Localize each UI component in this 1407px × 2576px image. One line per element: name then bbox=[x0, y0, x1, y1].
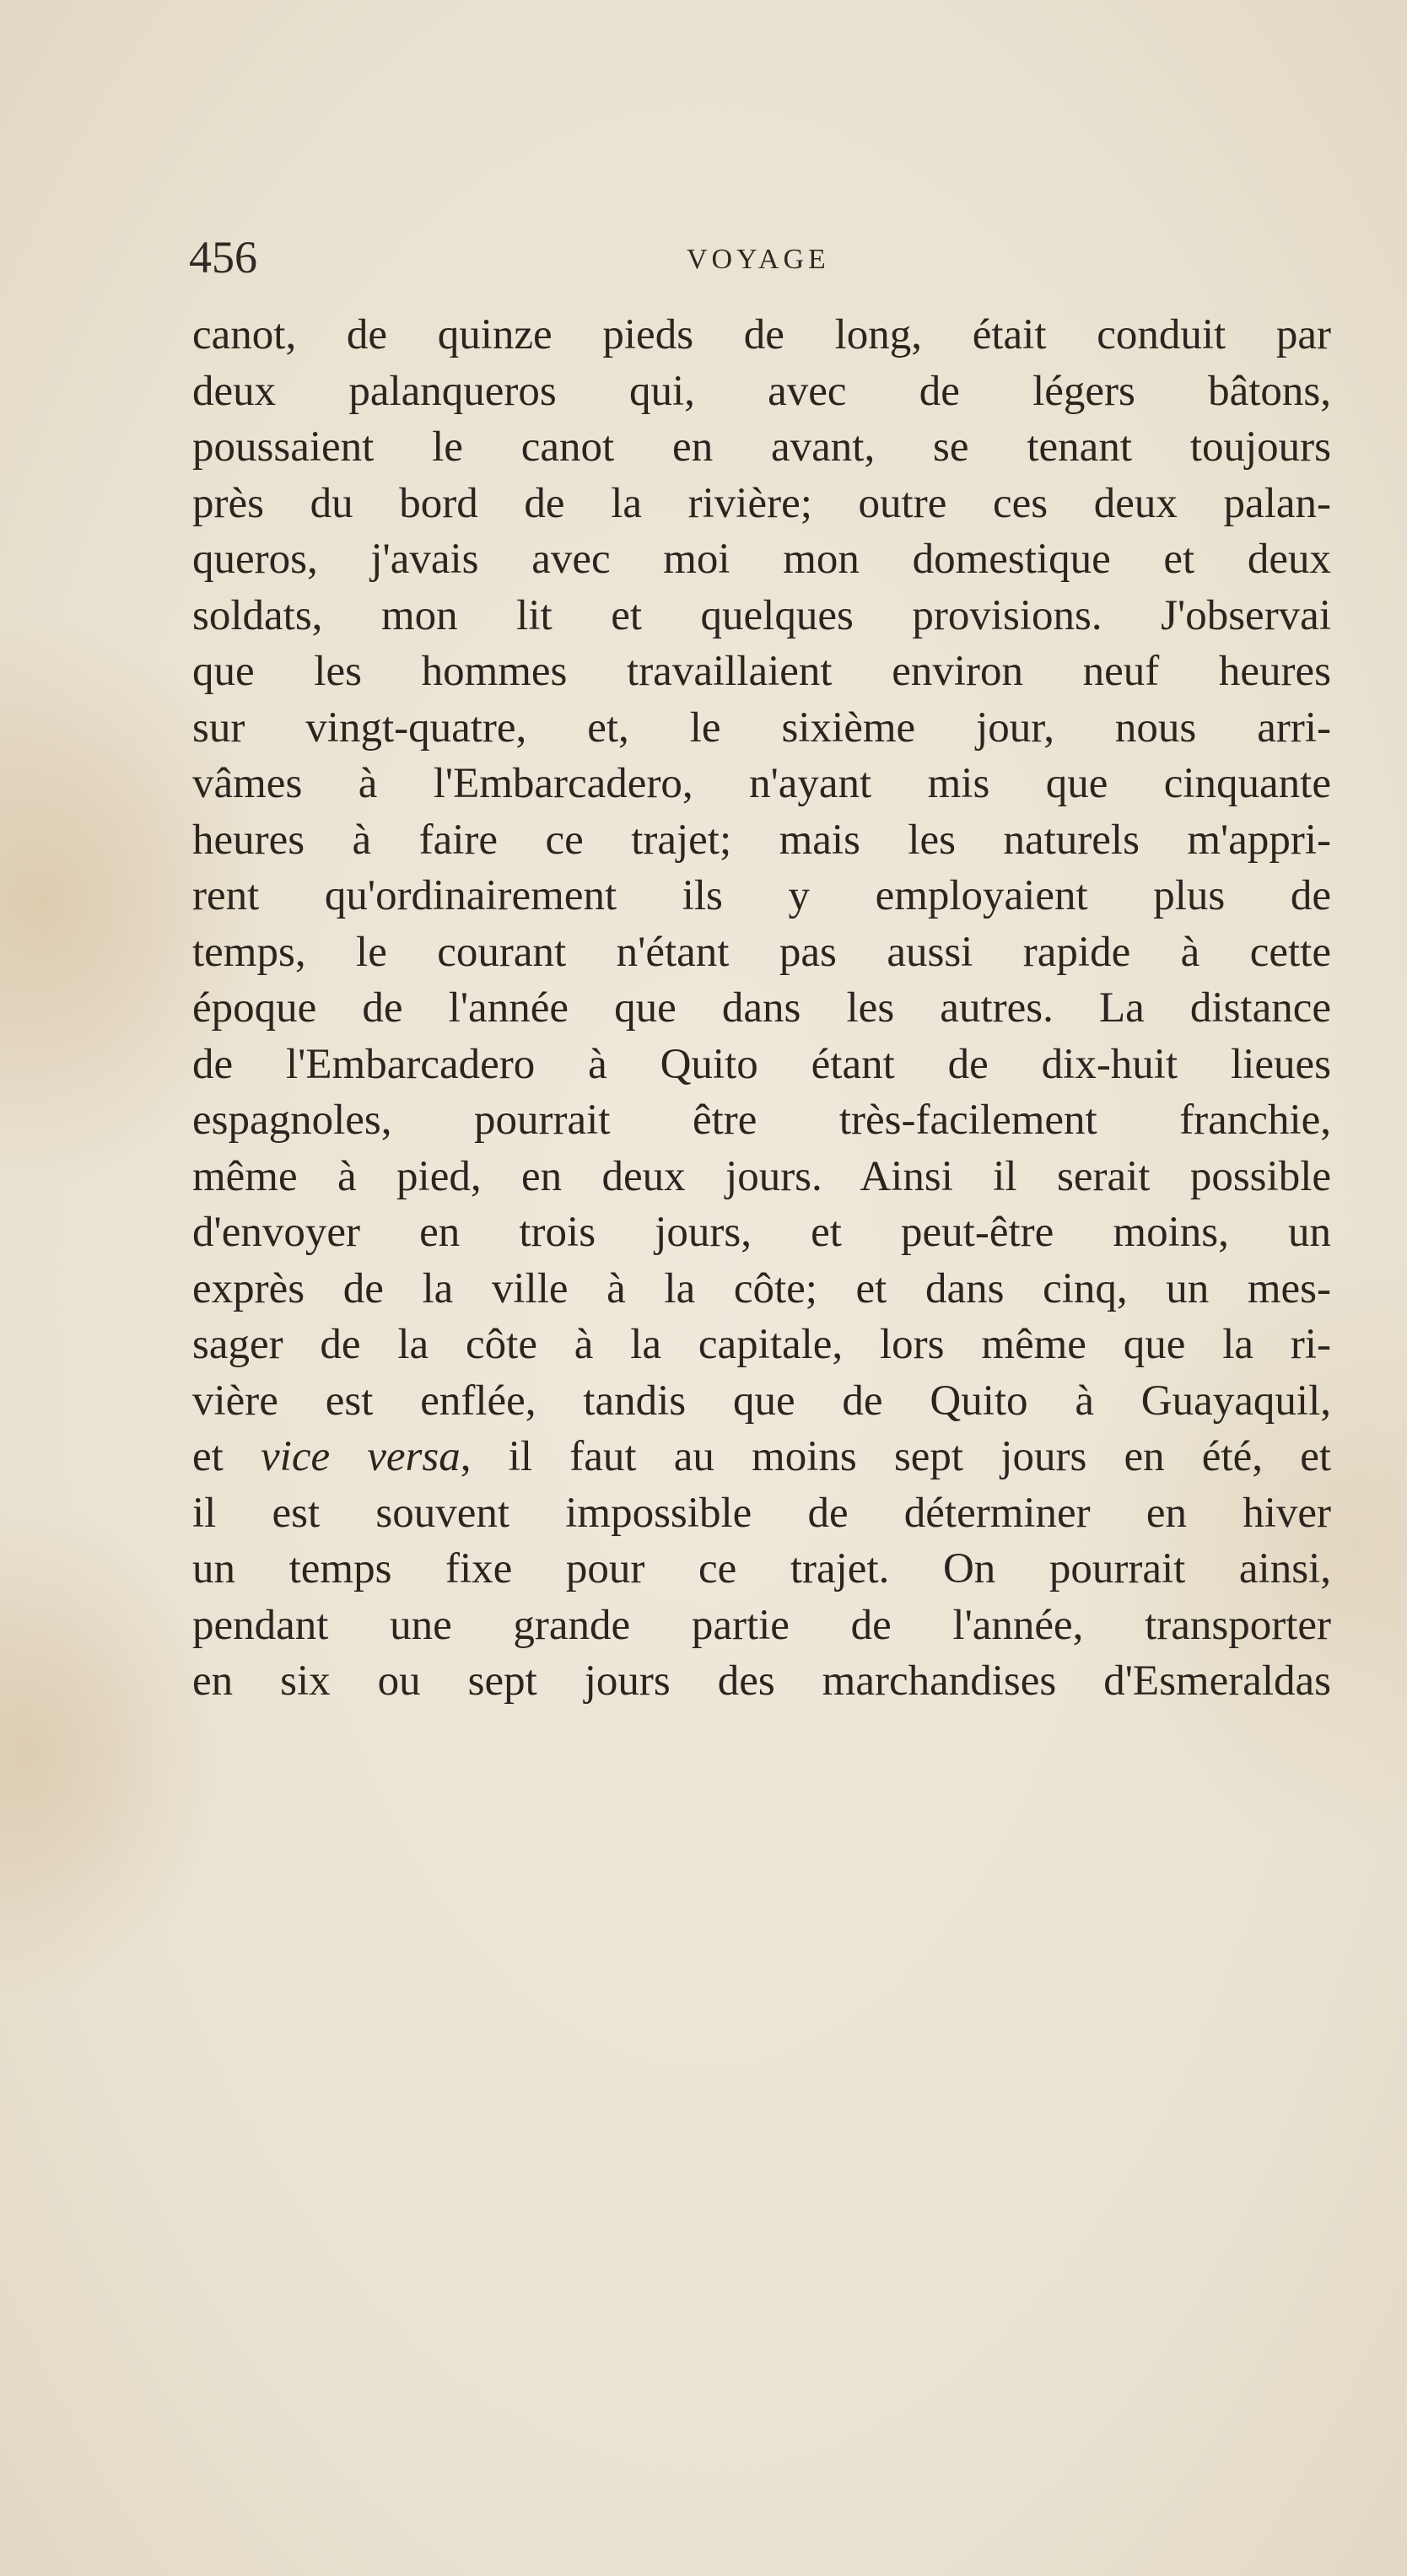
text-line: époque de l'année que dans les autres. La distance bbox=[192, 984, 1331, 1032]
text-line: vâmes à l'Embarcadero, n'ayant mis que cinquante bbox=[192, 760, 1331, 807]
text-line: espagnoles, pourrait être très-facilement franchie, bbox=[192, 1097, 1331, 1144]
page-number: 456 bbox=[189, 232, 257, 283]
text-line: vière est enflée, tandis que de Quito à Guayaquil, bbox=[192, 1377, 1331, 1425]
italic-phrase: vice versa bbox=[261, 1433, 461, 1480]
text-line-with-italic bbox=[192, 1429, 1331, 1485]
text-line: rent qu'ordinairement ils y employaient plus de bbox=[192, 872, 1331, 919]
text-line: de l'Embarcadero à Quito étant de dix-huit lieues bbox=[192, 1040, 1331, 1088]
text-segment: et bbox=[192, 1433, 261, 1480]
text-line: soldats, mon lit et quelques provisions. J'observai bbox=[192, 591, 1331, 639]
text-line: deux palanqueros qui, avec de légers bâtons, bbox=[192, 367, 1331, 415]
text-line: que les hommes travaillaient environ neuf heures bbox=[192, 648, 1331, 695]
text-line: temps, le courant n'étant pas aussi rapide à cette bbox=[192, 928, 1331, 976]
body-text bbox=[192, 307, 1331, 1710]
text-line: sur vingt-quatre, et, le sixième jour, nous arri- bbox=[192, 703, 1331, 752]
text-line: en six ou sept jours des marchandises d'Esmeraldas bbox=[192, 1657, 1331, 1705]
text-line: canot, de quinze pieds de long, était conduit par bbox=[192, 311, 1331, 358]
text-line: il est souvent impossible de déterminer en hiver bbox=[192, 1489, 1331, 1537]
running-title: VOYAGE bbox=[687, 244, 830, 275]
text-line: d'envoyer en trois jours, et peut-être moins, un bbox=[192, 1209, 1331, 1256]
text-line: près du bord de la rivière; outre ces deux palan- bbox=[192, 479, 1331, 527]
text-line: queros, j'avais avec moi mon domestique et deux bbox=[192, 536, 1331, 583]
text-line: exprès de la ville à la côte; et dans cinq, un mes- bbox=[192, 1264, 1331, 1312]
text-segment: , il faut au moins sept jours en été, et bbox=[460, 1433, 1332, 1480]
text-line: un temps fixe pour ce trajet. On pourrait ainsi, bbox=[192, 1545, 1331, 1592]
text-line: même à pied, en deux jours. Ainsi il serait possible bbox=[192, 1152, 1331, 1200]
text-line: heures à faire ce trajet; mais les naturels m'appri- bbox=[192, 816, 1331, 864]
text-line: sager de la côte à la capitale, lors même que la ri- bbox=[192, 1321, 1331, 1368]
page-header bbox=[189, 228, 1336, 287]
text-line: pendant une grande partie de l'année, transporter bbox=[192, 1601, 1331, 1649]
text-line: poussaient le canot en avant, se tenant toujours bbox=[192, 423, 1331, 471]
